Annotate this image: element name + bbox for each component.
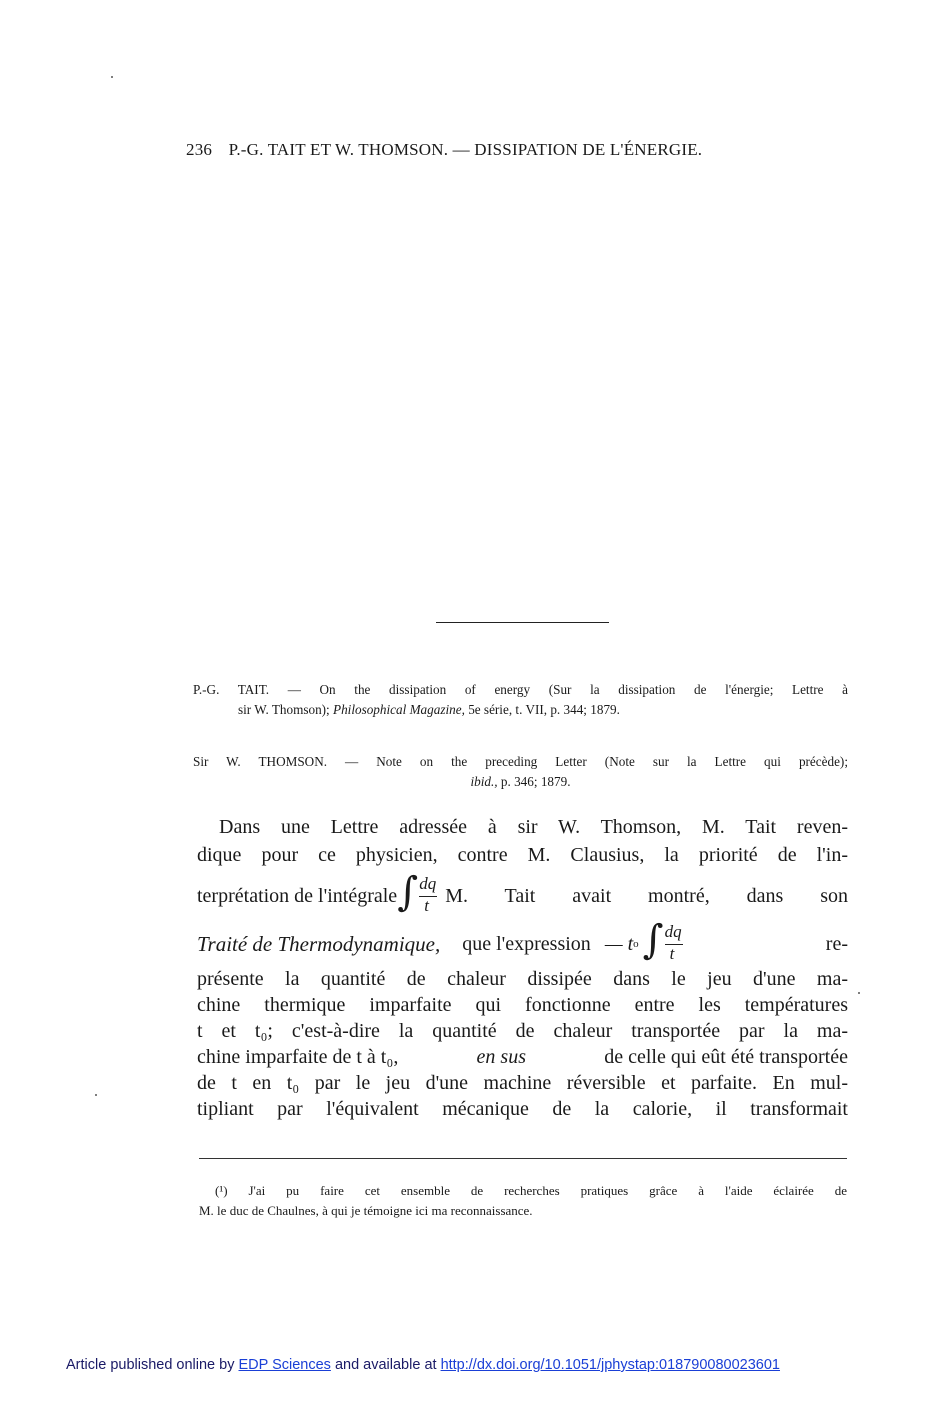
body-line <box>197 869 848 920</box>
footnote-line: (¹) J'ai pu faire cet ensemble de recherches pratiques grâce à l'aide éclairée de <box>215 1183 847 1198</box>
running-title: P.-G. TAIT ET W. THOMSON. — DISSIPATION DE L'ÉNERGIE. <box>228 140 703 159</box>
banner-text: and available at <box>334 1357 437 1373</box>
journal-title: Philosophical Magazine, <box>333 702 465 717</box>
integral-numerator: dq <box>664 922 682 941</box>
integral-expression: ∫ dq t <box>642 917 682 963</box>
reference-line: P.-G. TAIT. — On the dissipation of energy (Sur la dissipation de l'énergie; Lettre à <box>193 682 848 697</box>
footnote-rule <box>199 1158 847 1159</box>
scan-speck <box>111 76 113 78</box>
body-line: Dans une Lettre adressée à sir W. Thomson, M. Tait reven- <box>219 816 848 838</box>
scan-speck <box>858 992 860 994</box>
reference-line <box>193 772 848 792</box>
integral-denominator: t <box>669 944 675 963</box>
reference-author: sir W. Thomson); <box>238 702 330 717</box>
body-text: chine imparfaite de t à t₀, <box>197 1046 399 1068</box>
integral-numerator: dq <box>419 874 437 893</box>
body-line: de t en t₀ par le jeu d'une machine réversible et parfaite. En mul- <box>197 1072 848 1094</box>
body-text: M. Tait avait montré, dans son <box>445 884 848 907</box>
body-text: re- <box>825 932 848 955</box>
body-text: de celle qui eût été transportée <box>604 1046 848 1068</box>
page-number: 236 <box>186 140 213 159</box>
body-line: Traité de Thermodynamique, que l'expression — t o ∫ dq t re- <box>197 920 848 968</box>
reference-line: Sir W. THOMSON. — Note on the preceding Letter (Note sur la Lettre qui précède); <box>193 754 848 769</box>
reference-tait <box>193 680 848 720</box>
reference-line <box>193 700 848 720</box>
body-line <box>197 1046 848 1069</box>
body-line: dique pour ce physicien, contre M. Clausius, la priorité de l'in- <box>197 844 848 866</box>
body-text: que l'expression <box>462 932 591 955</box>
body-line: présente la quantité de chaleur dissipée dans le jeu d'une ma- <box>197 968 848 990</box>
running-header <box>186 140 826 160</box>
reference-citation: 5e série, t. VII, p. 344; 1879. <box>468 702 620 717</box>
body-line: t et t₀; c'est-à-dire la quantité de chaleur transportée par la ma- <box>197 1020 848 1042</box>
emphasis-text: en sus <box>476 1046 526 1068</box>
section-rule <box>436 622 609 623</box>
reference-citation: p. 346; 1879. <box>500 774 571 789</box>
publisher-link[interactable]: EDP Sciences <box>238 1357 331 1373</box>
body-line: chine thermique imparfaite qui fonctionne entre les températures <box>197 994 848 1016</box>
doi-link[interactable]: http://dx.doi.org/10.1051/jphystap:018790080023601 <box>440 1357 780 1373</box>
expression-prefix: — t <box>604 932 634 955</box>
ibid-marker: ibid., <box>470 774 498 789</box>
footnote-line: M. le duc de Chaulnes, à qui je témoigne ici ma reconnaissance. <box>199 1203 533 1218</box>
reference-thomson <box>193 752 848 792</box>
scan-speck <box>95 1094 97 1096</box>
banner-text: Article published online by <box>66 1357 235 1373</box>
integral-expression: ∫ dq t <box>397 869 437 915</box>
publication-banner <box>66 1357 780 1373</box>
footnote <box>199 1181 847 1221</box>
book-title: Traité de Thermodynamique, <box>197 931 441 956</box>
body-text: terprétation de l'intégrale <box>197 884 398 907</box>
integral-denominator: t <box>424 896 429 915</box>
body-line: tipliant par l'équivalent mécanique de la calorie, il transformait <box>197 1098 848 1120</box>
